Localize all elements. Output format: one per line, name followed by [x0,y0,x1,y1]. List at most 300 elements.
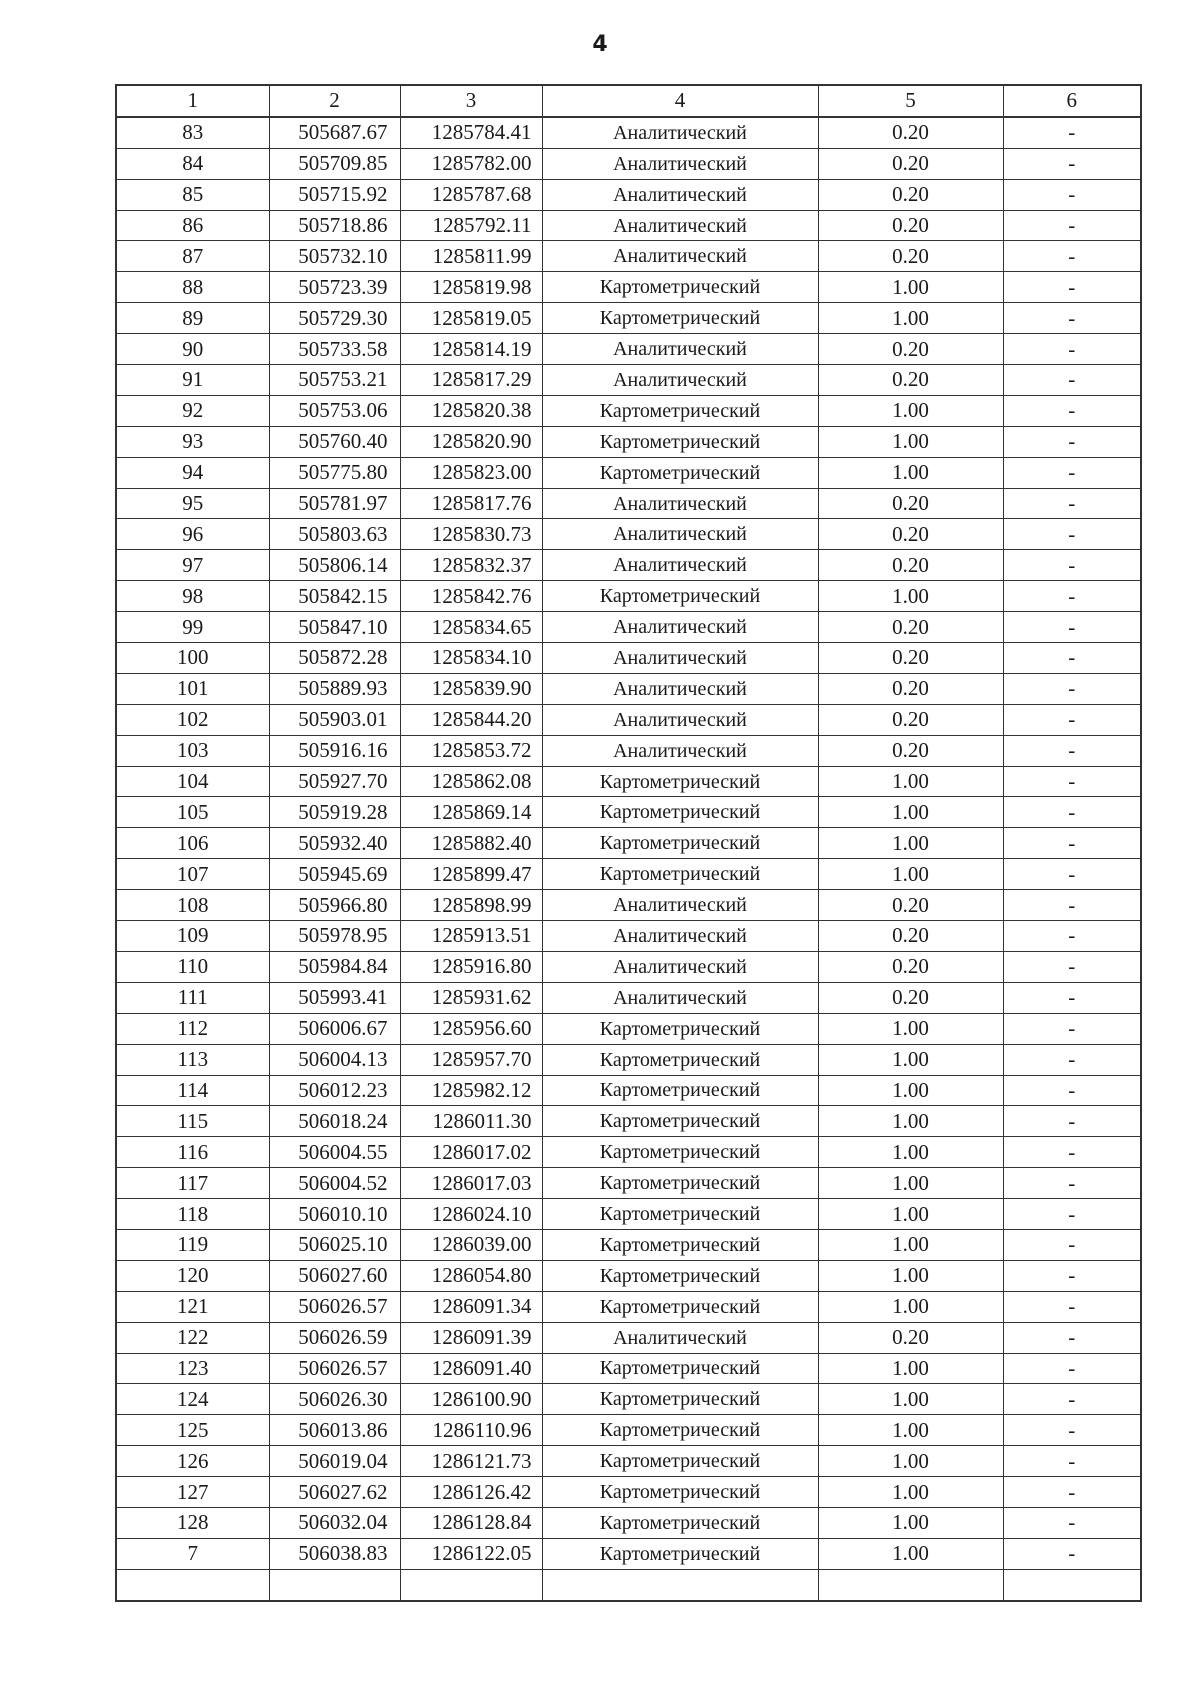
note-cell: - [1003,1507,1141,1538]
x-coordinate-cell: 506019.04 [269,1446,400,1477]
note-cell: - [1003,951,1141,982]
method-cell: Картометрический [542,1291,818,1322]
accuracy-cell: 1.00 [818,1477,1003,1508]
x-coordinate-cell: 505732.10 [269,241,400,272]
point-number-cell: 110 [116,951,269,982]
note-cell: - [1003,395,1141,426]
point-number-cell: 89 [116,303,269,334]
accuracy-cell: 0.20 [818,982,1003,1013]
y-coordinate-cell: 1285814.19 [400,334,542,365]
accuracy-cell: 0.20 [818,1322,1003,1353]
accuracy-cell: 0.20 [818,735,1003,766]
method-cell: Аналитический [542,148,818,179]
table-row [116,272,1141,303]
table-row [116,1137,1141,1168]
table-row [116,1013,1141,1044]
x-coordinate-cell: 505847.10 [269,612,400,643]
y-coordinate-cell: 1285842.76 [400,581,542,612]
point-number-cell: 83 [116,117,269,148]
note-cell: - [1003,272,1141,303]
accuracy-cell: 1.00 [818,797,1003,828]
method-cell: Картометрический [542,1168,818,1199]
column-header-6: 6 [1003,85,1141,117]
note-cell: - [1003,303,1141,334]
point-number-cell: 87 [116,241,269,272]
x-coordinate-cell: 506038.83 [269,1538,400,1569]
accuracy-cell: 0.20 [818,488,1003,519]
method-cell: Картометрический [542,395,818,426]
x-coordinate-cell: 505718.86 [269,210,400,241]
x-coordinate-cell: 506012.23 [269,1075,400,1106]
table-row [116,1291,1141,1322]
point-number-cell: 118 [116,1199,269,1230]
y-coordinate-cell: 1286126.42 [400,1477,542,1508]
accuracy-cell: 1.00 [818,1168,1003,1199]
note-cell [1003,1569,1141,1600]
x-coordinate-cell: 505803.63 [269,519,400,550]
point-number-cell: 88 [116,272,269,303]
accuracy-cell: 1.00 [818,395,1003,426]
y-coordinate-cell: 1285817.76 [400,488,542,519]
accuracy-cell: 0.20 [818,612,1003,643]
table-row [116,1507,1141,1538]
x-coordinate-cell: 505984.84 [269,951,400,982]
table-row [116,1446,1141,1477]
method-cell: Аналитический [542,612,818,643]
point-number-cell: 105 [116,797,269,828]
table-row [116,859,1141,890]
method-cell: Аналитический [542,241,818,272]
note-cell: - [1003,179,1141,210]
point-number-cell: 90 [116,334,269,365]
method-cell: Картометрический [542,797,818,828]
table-row [116,1477,1141,1508]
x-coordinate-cell: 506004.52 [269,1168,400,1199]
note-cell: - [1003,581,1141,612]
table-row [116,550,1141,581]
column-header-1: 1 [116,85,269,117]
accuracy-cell: 0.20 [818,117,1003,148]
point-number-cell: 121 [116,1291,269,1322]
note-cell: - [1003,1384,1141,1415]
point-number-cell: 123 [116,1353,269,1384]
y-coordinate-cell: 1285899.47 [400,859,542,890]
method-cell: Картометрический [542,1415,818,1446]
y-coordinate-cell: 1285834.65 [400,612,542,643]
y-coordinate-cell: 1286024.10 [400,1199,542,1230]
method-cell: Картометрический [542,303,818,334]
point-number-cell: 85 [116,179,269,210]
accuracy-cell: 0.20 [818,704,1003,735]
point-number-cell: 122 [116,1322,269,1353]
accuracy-cell: 1.00 [818,1044,1003,1075]
table-row [116,1353,1141,1384]
method-cell: Аналитический [542,951,818,982]
y-coordinate-cell: 1286100.90 [400,1384,542,1415]
table-row [116,673,1141,704]
point-number-cell [116,1569,269,1600]
accuracy-cell: 0.20 [818,890,1003,921]
point-number-cell: 104 [116,766,269,797]
table-row [116,1538,1141,1569]
table-row [116,1199,1141,1230]
note-cell: - [1003,612,1141,643]
table-row [116,1075,1141,1106]
note-cell: - [1003,1106,1141,1137]
point-number-cell: 97 [116,550,269,581]
x-coordinate-cell: 506006.67 [269,1013,400,1044]
point-number-cell: 95 [116,488,269,519]
point-number-cell: 124 [116,1384,269,1415]
table-row [116,612,1141,643]
note-cell: - [1003,982,1141,1013]
x-coordinate-cell: 505993.41 [269,982,400,1013]
x-coordinate-cell: 506004.55 [269,1137,400,1168]
table-row [116,581,1141,612]
table-row [116,303,1141,334]
y-coordinate-cell: 1286091.39 [400,1322,542,1353]
method-cell: Картометрический [542,1446,818,1477]
note-cell: - [1003,1199,1141,1230]
x-coordinate-cell: 505733.58 [269,334,400,365]
y-coordinate-cell: 1285882.40 [400,828,542,859]
note-cell: - [1003,921,1141,952]
point-number-cell: 114 [116,1075,269,1106]
note-cell: - [1003,766,1141,797]
y-coordinate-cell: 1286091.34 [400,1291,542,1322]
note-cell: - [1003,859,1141,890]
method-cell: Аналитический [542,921,818,952]
y-coordinate-cell: 1285830.73 [400,519,542,550]
y-coordinate-cell: 1286091.40 [400,1353,542,1384]
accuracy-cell: 1.00 [818,1106,1003,1137]
y-coordinate-cell: 1285817.29 [400,365,542,396]
column-header-3: 3 [400,85,542,117]
y-coordinate-cell: 1286011.30 [400,1106,542,1137]
table-row [116,179,1141,210]
table-row [116,982,1141,1013]
method-cell: Картометрический [542,1507,818,1538]
table-row [116,1322,1141,1353]
table-row [116,1384,1141,1415]
accuracy-cell: 1.00 [818,1507,1003,1538]
accuracy-cell: 1.00 [818,457,1003,488]
accuracy-cell: 1.00 [818,1013,1003,1044]
method-cell: Картометрический [542,1044,818,1075]
accuracy-cell: 1.00 [818,426,1003,457]
y-coordinate-cell: 1286017.03 [400,1168,542,1199]
accuracy-cell: 1.00 [818,859,1003,890]
note-cell: - [1003,1044,1141,1075]
accuracy-cell: 0.20 [818,241,1003,272]
note-cell: - [1003,890,1141,921]
y-coordinate-cell: 1285853.72 [400,735,542,766]
point-number-cell: 108 [116,890,269,921]
method-cell: Картометрический [542,1353,818,1384]
point-number-cell: 111 [116,982,269,1013]
y-coordinate-cell: 1285956.60 [400,1013,542,1044]
accuracy-cell: 0.20 [818,210,1003,241]
column-header-4: 4 [542,85,818,117]
y-coordinate-cell: 1285792.11 [400,210,542,241]
point-number-cell: 98 [116,581,269,612]
accuracy-cell: 1.00 [818,1229,1003,1260]
table-row [116,1569,1141,1600]
x-coordinate-cell: 505781.97 [269,488,400,519]
x-coordinate-cell [269,1569,400,1600]
column-header-5: 5 [818,85,1003,117]
method-cell: Аналитический [542,735,818,766]
point-number-cell: 94 [116,457,269,488]
table-row [116,643,1141,674]
accuracy-cell: 1.00 [818,1075,1003,1106]
x-coordinate-cell: 506026.59 [269,1322,400,1353]
point-number-cell: 84 [116,148,269,179]
table-row [116,117,1141,148]
point-number-cell: 120 [116,1260,269,1291]
x-coordinate-cell: 505919.28 [269,797,400,828]
method-cell: Картометрический [542,859,818,890]
accuracy-cell: 1.00 [818,272,1003,303]
y-coordinate-cell: 1286017.02 [400,1137,542,1168]
method-cell: Картометрический [542,581,818,612]
method-cell: Картометрический [542,457,818,488]
method-cell: Картометрический [542,1538,818,1569]
table-row [116,426,1141,457]
x-coordinate-cell: 506025.10 [269,1229,400,1260]
method-cell: Аналитический [542,210,818,241]
method-cell: Картометрический [542,1260,818,1291]
method-cell: Картометрический [542,828,818,859]
x-coordinate-cell: 505806.14 [269,550,400,581]
accuracy-cell: 1.00 [818,1353,1003,1384]
y-coordinate-cell: 1285898.99 [400,890,542,921]
coordinates-table [115,84,1142,1602]
x-coordinate-cell: 505753.21 [269,365,400,396]
point-number-cell: 101 [116,673,269,704]
accuracy-cell: 1.00 [818,1199,1003,1230]
method-cell: Аналитический [542,643,818,674]
note-cell: - [1003,241,1141,272]
method-cell: Аналитический [542,890,818,921]
table-row [116,334,1141,365]
method-cell: Аналитический [542,117,818,148]
method-cell: Аналитический [542,179,818,210]
note-cell: - [1003,1229,1141,1260]
note-cell: - [1003,704,1141,735]
x-coordinate-cell: 505872.28 [269,643,400,674]
method-cell: Картометрический [542,1477,818,1508]
accuracy-cell: 0.20 [818,519,1003,550]
table-row [116,704,1141,735]
table-row [116,735,1141,766]
y-coordinate-cell: 1285784.41 [400,117,542,148]
accuracy-cell: 1.00 [818,581,1003,612]
x-coordinate-cell: 506026.30 [269,1384,400,1415]
point-number-cell: 128 [116,1507,269,1538]
y-coordinate-cell: 1285811.99 [400,241,542,272]
table-row [116,797,1141,828]
point-number-cell: 119 [116,1229,269,1260]
method-cell: Картометрический [542,1013,818,1044]
x-coordinate-cell: 506026.57 [269,1291,400,1322]
point-number-cell: 100 [116,643,269,674]
note-cell: - [1003,210,1141,241]
x-coordinate-cell: 505978.95 [269,921,400,952]
x-coordinate-cell: 505903.01 [269,704,400,735]
method-cell: Картометрический [542,766,818,797]
y-coordinate-cell: 1285916.80 [400,951,542,982]
y-coordinate-cell: 1285819.98 [400,272,542,303]
y-coordinate-cell: 1285819.05 [400,303,542,334]
table-row [116,951,1141,982]
x-coordinate-cell: 505842.15 [269,581,400,612]
table-row [116,828,1141,859]
x-coordinate-cell: 505932.40 [269,828,400,859]
note-cell: - [1003,1075,1141,1106]
accuracy-cell: 0.20 [818,921,1003,952]
method-cell: Аналитический [542,334,818,365]
point-number-cell: 93 [116,426,269,457]
table-row [116,1415,1141,1446]
accuracy-cell: 1.00 [818,1384,1003,1415]
method-cell: Картометрический [542,1137,818,1168]
table-row [116,519,1141,550]
point-number-cell: 113 [116,1044,269,1075]
note-cell: - [1003,488,1141,519]
table-row [116,148,1141,179]
accuracy-cell: 0.20 [818,643,1003,674]
point-number-cell: 126 [116,1446,269,1477]
point-number-cell: 99 [116,612,269,643]
point-number-cell: 109 [116,921,269,952]
point-number-cell: 127 [116,1477,269,1508]
x-coordinate-cell: 505916.16 [269,735,400,766]
note-cell: - [1003,735,1141,766]
x-coordinate-cell: 505709.85 [269,148,400,179]
y-coordinate-cell: 1286054.80 [400,1260,542,1291]
column-header-2: 2 [269,85,400,117]
header-row [116,85,1141,117]
note-cell: - [1003,334,1141,365]
y-coordinate-cell: 1285931.62 [400,982,542,1013]
point-number-cell: 7 [116,1538,269,1569]
x-coordinate-cell: 506032.04 [269,1507,400,1538]
y-coordinate-cell [400,1569,542,1600]
point-number-cell: 112 [116,1013,269,1044]
table-row [116,365,1141,396]
table-body [116,117,1141,1601]
x-coordinate-cell: 505889.93 [269,673,400,704]
note-cell: - [1003,457,1141,488]
x-coordinate-cell: 505729.30 [269,303,400,334]
accuracy-cell: 1.00 [818,303,1003,334]
note-cell: - [1003,550,1141,581]
note-cell: - [1003,1260,1141,1291]
accuracy-cell: 0.20 [818,673,1003,704]
page-number: 4 [592,32,608,57]
method-cell: Аналитический [542,488,818,519]
note-cell: - [1003,1013,1141,1044]
y-coordinate-cell: 1285787.68 [400,179,542,210]
y-coordinate-cell: 1286128.84 [400,1507,542,1538]
note-cell: - [1003,797,1141,828]
x-coordinate-cell: 505753.06 [269,395,400,426]
x-coordinate-cell: 505715.92 [269,179,400,210]
point-number-cell: 116 [116,1137,269,1168]
method-cell: Картометрический [542,1106,818,1137]
x-coordinate-cell: 505723.39 [269,272,400,303]
method-cell: Картометрический [542,1384,818,1415]
x-coordinate-cell: 506010.10 [269,1199,400,1230]
x-coordinate-cell: 505687.67 [269,117,400,148]
method-cell: Аналитический [542,519,818,550]
accuracy-cell: 1.00 [818,1415,1003,1446]
table-row [116,1106,1141,1137]
y-coordinate-cell: 1285839.90 [400,673,542,704]
y-coordinate-cell: 1286122.05 [400,1538,542,1569]
point-number-cell: 125 [116,1415,269,1446]
accuracy-cell: 0.20 [818,148,1003,179]
x-coordinate-cell: 505760.40 [269,426,400,457]
table-row [116,921,1141,952]
note-cell: - [1003,148,1141,179]
note-cell: - [1003,1446,1141,1477]
y-coordinate-cell: 1285982.12 [400,1075,542,1106]
accuracy-cell [818,1569,1003,1600]
table-row [116,488,1141,519]
note-cell: - [1003,1137,1141,1168]
y-coordinate-cell: 1286110.96 [400,1415,542,1446]
table-header [116,85,1141,117]
method-cell: Аналитический [542,365,818,396]
table-row [116,241,1141,272]
point-number-cell: 107 [116,859,269,890]
x-coordinate-cell: 506026.57 [269,1353,400,1384]
y-coordinate-cell: 1285862.08 [400,766,542,797]
table-row [116,1044,1141,1075]
accuracy-cell: 1.00 [818,1260,1003,1291]
x-coordinate-cell: 505945.69 [269,859,400,890]
note-cell: - [1003,1538,1141,1569]
table-row [116,1260,1141,1291]
note-cell: - [1003,426,1141,457]
note-cell: - [1003,519,1141,550]
table-row [116,766,1141,797]
point-number-cell: 102 [116,704,269,735]
note-cell: - [1003,828,1141,859]
method-cell: Картометрический [542,1229,818,1260]
x-coordinate-cell: 505775.80 [269,457,400,488]
note-cell: - [1003,643,1141,674]
note-cell: - [1003,673,1141,704]
method-cell [542,1569,818,1600]
accuracy-cell: 0.20 [818,365,1003,396]
accuracy-cell: 0.20 [818,334,1003,365]
accuracy-cell: 0.20 [818,951,1003,982]
y-coordinate-cell: 1285823.00 [400,457,542,488]
accuracy-cell: 1.00 [818,1446,1003,1477]
point-number-cell: 117 [116,1168,269,1199]
x-coordinate-cell: 506027.62 [269,1477,400,1508]
method-cell: Аналитический [542,982,818,1013]
method-cell: Аналитический [542,673,818,704]
accuracy-cell: 0.20 [818,550,1003,581]
y-coordinate-cell: 1285869.14 [400,797,542,828]
point-number-cell: 86 [116,210,269,241]
point-number-cell: 103 [116,735,269,766]
method-cell: Картометрический [542,1075,818,1106]
